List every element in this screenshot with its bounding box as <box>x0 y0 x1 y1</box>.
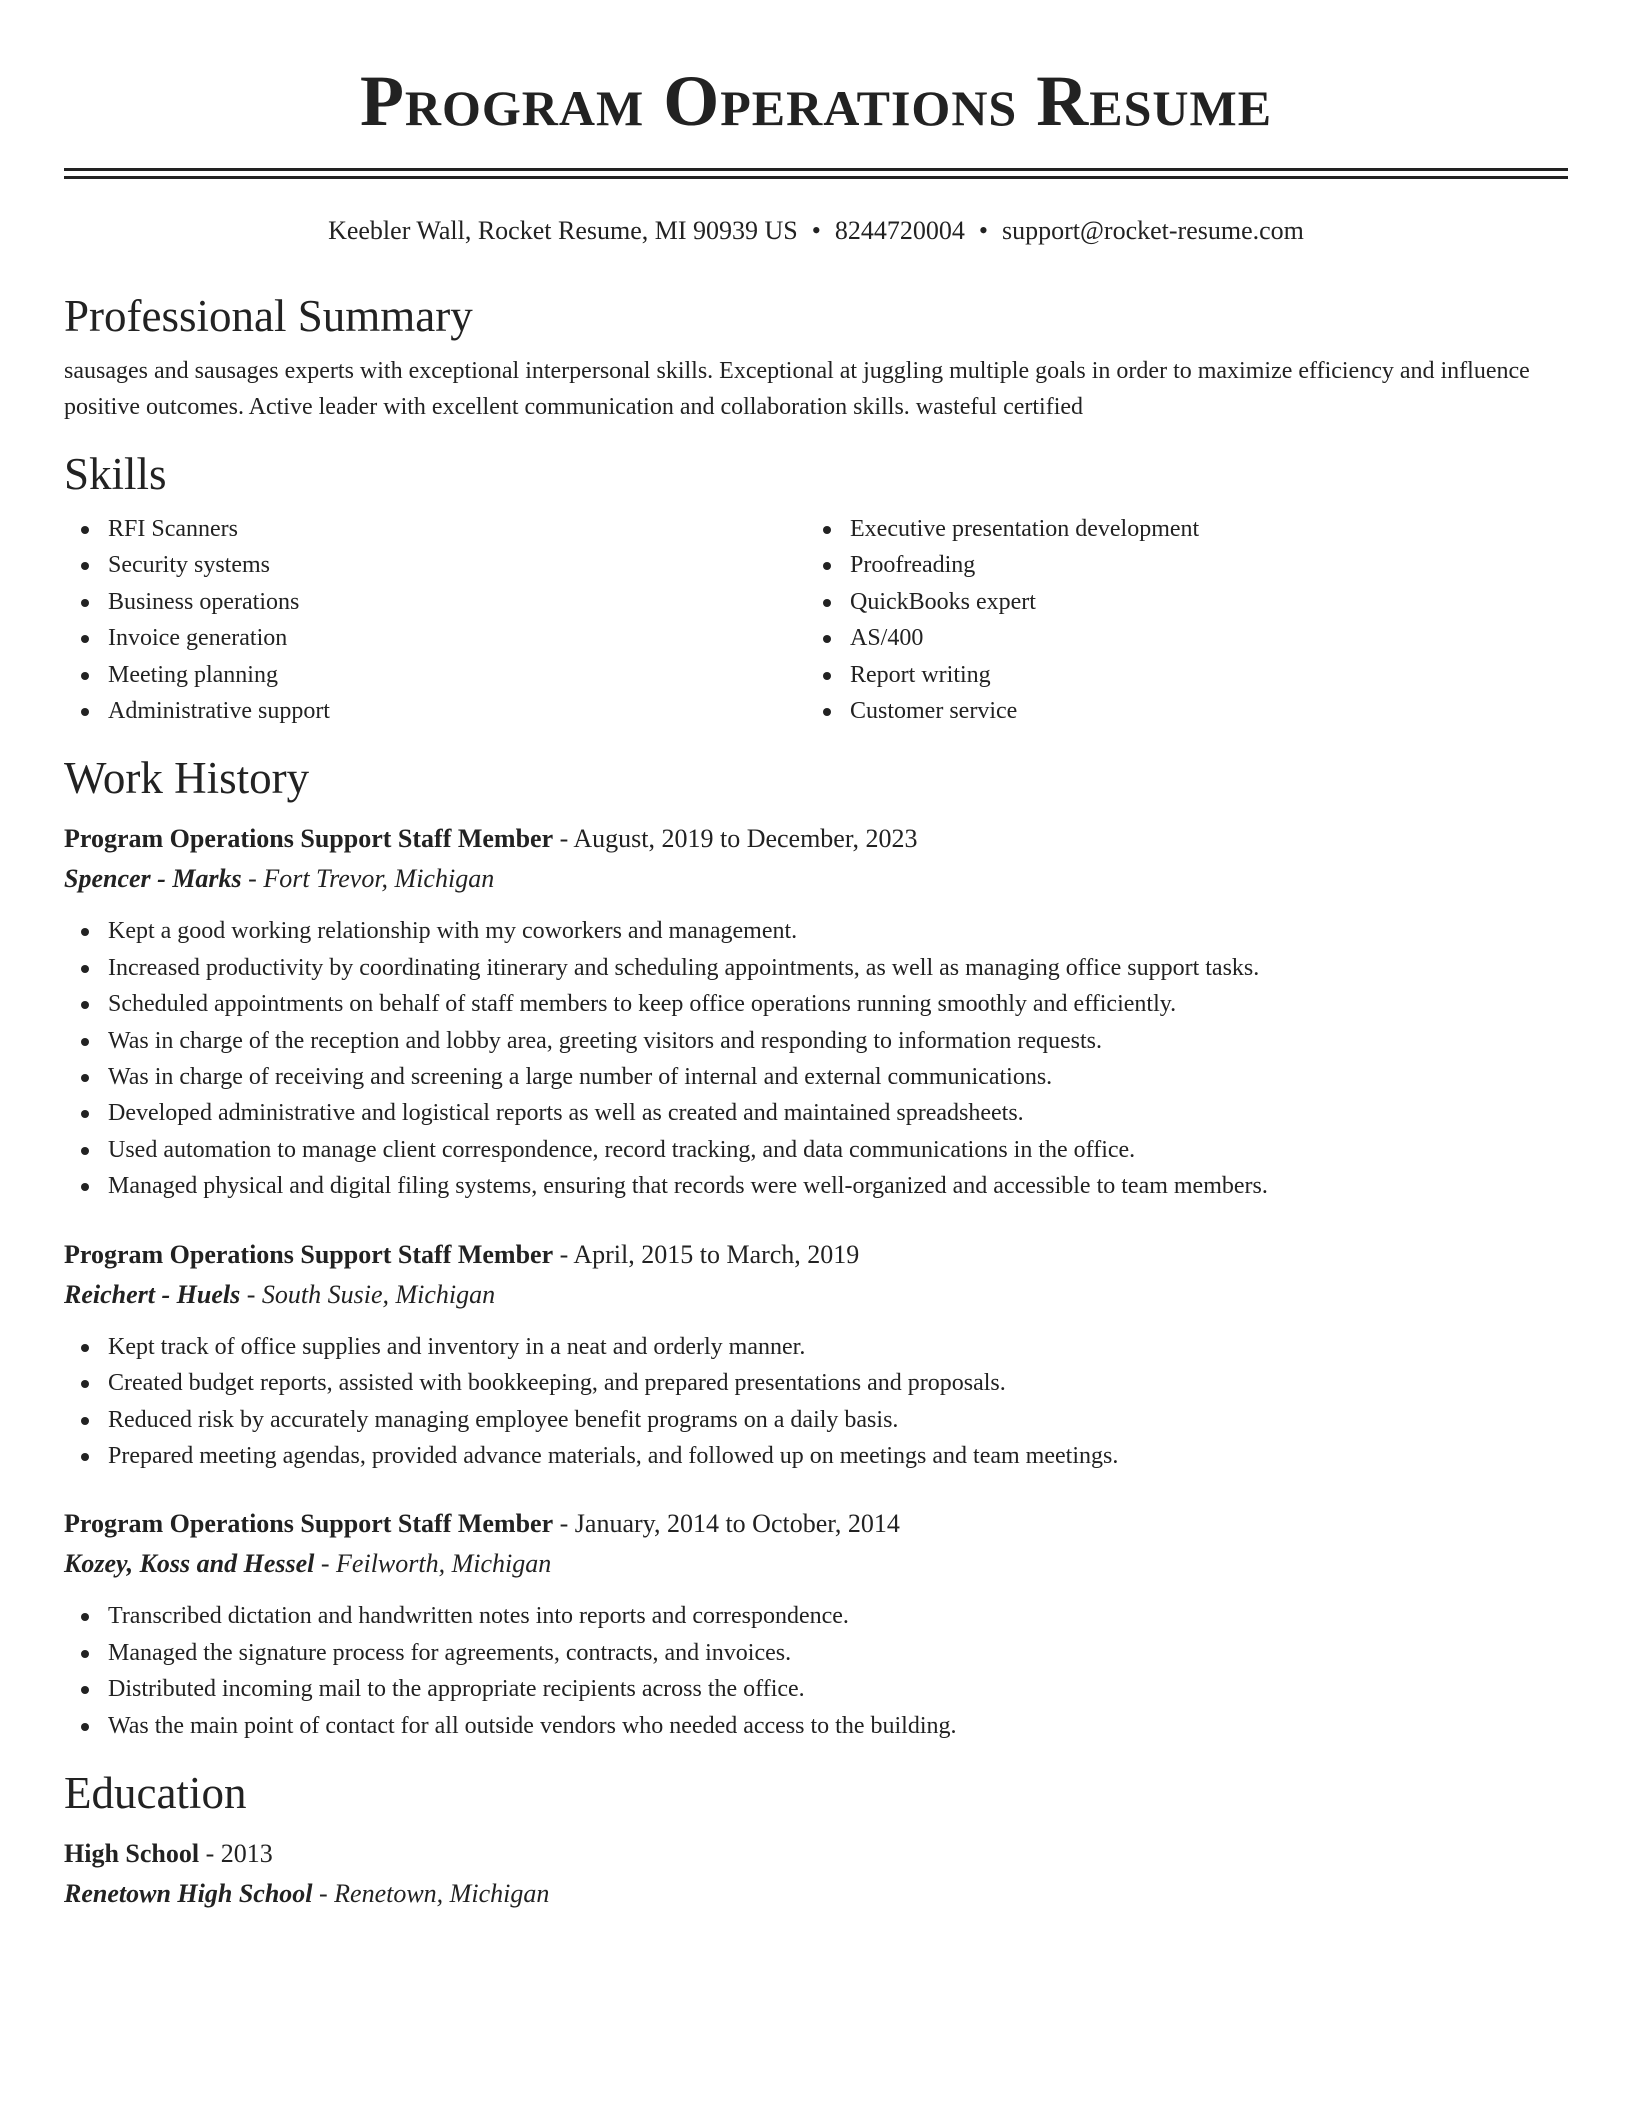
education-heading: Education <box>64 1767 247 1818</box>
duty-item: Used automation to manage client correspondence, record tracking, and data communications in the office. <box>64 1132 1568 1168</box>
job-employer <box>64 859 1568 899</box>
skill-item: Report writing <box>806 657 1548 693</box>
duty-item: Kept track of office supplies and inventory in a neat and orderly manner. <box>64 1329 1568 1365</box>
skill-item: AS/400 <box>806 620 1548 656</box>
job-dates: - January, 2014 to October, 2014 <box>553 1509 900 1539</box>
duty-item: Was the main point of contact for all outside vendors who needed access to the building. <box>64 1708 1568 1744</box>
duty-item: Managed physical and digital filing systems, ensuring that records were well-organized and accessible to team members. <box>64 1168 1568 1204</box>
job-employer <box>64 1275 1568 1315</box>
job-heading <box>64 1504 1568 1544</box>
job-location: - Fort Trevor, Michigan <box>241 864 495 894</box>
skill-item: Security systems <box>64 547 806 583</box>
job-entry <box>64 1504 1568 1744</box>
duty-item: Prepared meeting agendas, provided advance materials, and followed up on meetings and team meetings. <box>64 1438 1568 1474</box>
skills-heading: Skills <box>64 449 167 499</box>
job-role: Program Operations Support Staff Member <box>64 824 554 854</box>
job-entry <box>64 1235 1568 1475</box>
skill-item: Administrative support <box>64 693 806 729</box>
skill-item: Customer service <box>806 693 1548 729</box>
job-company: Reichert - Huels <box>64 1279 241 1309</box>
education-degree: High School <box>64 1838 200 1868</box>
job-role: Program Operations Support Staff Member <box>64 1239 554 1269</box>
job-location: - Feilworth, Michigan <box>314 1549 552 1579</box>
skill-item: Meeting planning <box>64 657 806 693</box>
education-school: Renetown High School <box>64 1878 313 1908</box>
job-role: Program Operations Support Staff Member <box>64 1509 554 1539</box>
contact-phone: 8244720004 <box>834 216 965 245</box>
duty-item: Reduced risk by accurately managing employee benefit programs on a daily basis. <box>64 1402 1568 1438</box>
job-entry <box>64 819 1568 1204</box>
education-entry <box>64 1834 1568 1914</box>
skills-column-left <box>64 511 806 729</box>
education-year: - 2013 <box>199 1838 273 1868</box>
duty-item: Was in charge of the reception and lobby area, greeting visitors and responding to information requests. <box>64 1023 1568 1059</box>
job-duties <box>64 913 1568 1204</box>
education-heading-line <box>64 1834 1568 1874</box>
summary-text: sausages and sausages experts with exceptional interpersonal skills. Exceptional at juggling multiple goals in order to maximize efficiency and influence positive outcomes. Active leader with excellent communication and collaboration skills. wasteful certified <box>64 358 1530 420</box>
summary-heading: Professional Summary <box>64 291 473 341</box>
job-heading <box>64 1235 1568 1275</box>
skill-item: RFI Scanners <box>64 511 806 547</box>
skill-item: Business operations <box>64 584 806 620</box>
duty-item: Created budget reports, assisted with bookkeeping, and prepared presentations and proposals. <box>64 1365 1568 1401</box>
contact-email: support@rocket-resume.com <box>1001 216 1304 245</box>
job-heading <box>64 819 1568 859</box>
skill-item: QuickBooks expert <box>806 584 1548 620</box>
contact-separator: • <box>811 216 821 245</box>
duty-item: Scheduled appointments on behalf of staff members to keep office operations running smoothly and efficiently. <box>64 986 1568 1022</box>
contact-address: Keebler Wall, Rocket Resume, MI 90939 US <box>328 216 798 245</box>
duty-item: Distributed incoming mail to the appropriate recipients across the office. <box>64 1671 1568 1707</box>
resume-title: Program Operations Resume <box>359 61 1273 141</box>
education-location: - Renetown, Michigan <box>312 1878 550 1908</box>
duty-item: Was in charge of receiving and screening a large number of internal and external communications. <box>64 1059 1568 1095</box>
skills-column-right <box>806 511 1548 729</box>
contact-line <box>64 213 1568 249</box>
duty-item: Kept a good working relationship with my coworkers and management. <box>64 913 1568 949</box>
job-dates: - August, 2019 to December, 2023 <box>553 824 918 854</box>
title-divider-bottom <box>64 176 1568 179</box>
job-location: - South Susie, Michigan <box>240 1279 496 1309</box>
job-duties <box>64 1329 1568 1475</box>
job-company: Spencer - Marks <box>64 864 242 894</box>
work-history-heading: Work History <box>64 753 310 804</box>
duty-item: Increased productivity by coordinating itinerary and scheduling appointments, as well as managing office support tasks. <box>64 950 1568 986</box>
skill-item: Executive presentation development <box>806 511 1548 547</box>
job-duties <box>64 1598 1568 1744</box>
duty-item: Developed administrative and logistical reports as well as created and maintained spreadsheets. <box>64 1095 1568 1131</box>
duty-item: Transcribed dictation and handwritten notes into reports and correspondence. <box>64 1598 1568 1634</box>
duty-item: Managed the signature process for agreements, contracts, and invoices. <box>64 1635 1568 1671</box>
job-dates: - April, 2015 to March, 2019 <box>553 1239 860 1269</box>
job-employer <box>64 1544 1568 1584</box>
skills-list <box>64 511 1568 729</box>
skill-item: Proofreading <box>806 547 1548 583</box>
job-company: Kozey, Koss and Hessel <box>64 1549 315 1579</box>
skill-item: Invoice generation <box>64 620 806 656</box>
contact-separator: • <box>978 216 988 245</box>
education-institution <box>64 1874 1568 1914</box>
